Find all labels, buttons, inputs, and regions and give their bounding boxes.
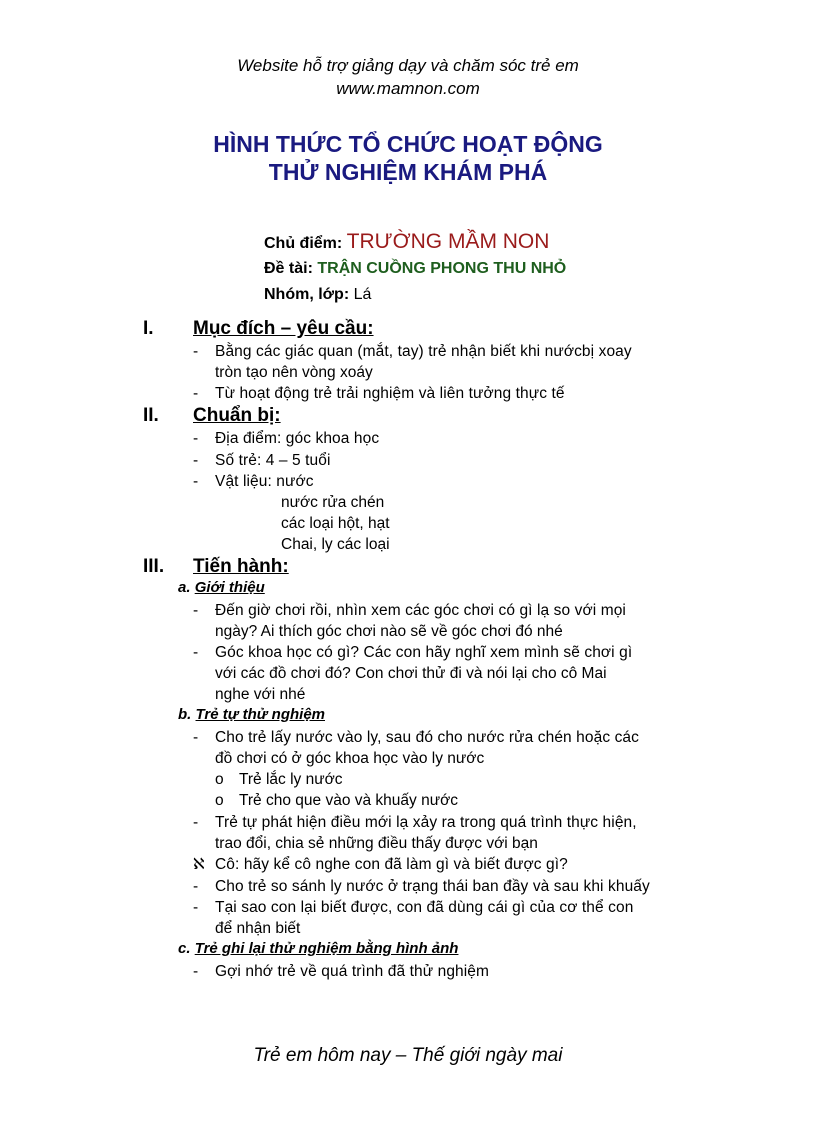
dash-marker: -: [193, 814, 199, 831]
list-item-continuation: các loại hột, hạt: [281, 515, 390, 532]
list-item: - Tại sao con lại biết được, con đã dùng cái gì của cơ thể con: [193, 899, 634, 916]
list-item-continuation: nghe với nhé: [215, 686, 306, 703]
list-item: - Cho trẻ so sánh ly nước ở trạng thái ban đầy và sau khi khuấy: [193, 878, 650, 895]
dash-marker: -: [193, 899, 199, 916]
list-item: - Từ hoạt động trẻ trải nghiệm và liên tưởng thực tế: [193, 385, 565, 402]
section-number: I.: [143, 318, 154, 339]
subsection-label: Trẻ ghi lại thử nghiệm bằng hình ảnh: [194, 940, 459, 957]
list-item: - Đến giờ chơi rồi, nhìn xem các góc chơi có gì lạ so với mọi: [193, 602, 626, 619]
list-item-continuation: trao đổi, chia sẻ những điều thấy được với bạn: [215, 835, 538, 852]
dash-marker: -: [193, 644, 199, 661]
subsection-heading-c: [178, 940, 458, 957]
list-item: - Góc khoa học có gì? Các con hãy nghĩ xem mình sẽ chơi gì: [193, 644, 633, 661]
list-item: ℵ Cô: hãy kể cô nghe con đã làm gì và biết được gì?: [193, 856, 568, 873]
circle-bullet-icon: o: [215, 792, 224, 809]
list-item: - Gợi nhớ trẻ về quá trình đã thử nghiệm: [193, 963, 490, 980]
subsection-heading-b: [178, 706, 325, 723]
section-heading-1: [143, 318, 374, 340]
header-website: www.mamnon.com: [336, 79, 480, 98]
dash-marker: -: [193, 602, 199, 619]
section-label: Chuẩn bị:: [193, 405, 281, 426]
sub-list-item: o Trẻ cho que vào và khuấy nước: [215, 792, 458, 809]
page-header: [0, 54, 816, 100]
section-number: III.: [143, 556, 165, 577]
list-item: - Vật liệu: nước: [193, 473, 314, 490]
dash-marker: -: [193, 729, 199, 746]
section-heading-2: [143, 405, 281, 427]
section-number: II.: [143, 405, 159, 426]
lesson-meta: [264, 228, 566, 308]
list-item-continuation: Chai, ly các loại: [281, 536, 390, 553]
dash-marker: -: [193, 343, 199, 360]
page-footer: Trẻ em hôm nay – Thế giới ngày mai: [253, 1045, 563, 1066]
meta-topic: [264, 256, 566, 282]
list-item: - Địa điểm: góc khoa học: [193, 430, 380, 447]
list-item-continuation: nước rửa chén: [281, 494, 385, 511]
list-item-continuation: để nhận biết: [215, 920, 301, 937]
sub-list-item: o Trẻ lắc ly nước: [215, 771, 343, 788]
subsection-letter: a.: [178, 579, 191, 596]
list-item: - Trẻ tự phát hiện điều mới lạ xảy ra trong quá trình thực hiện,: [193, 814, 637, 831]
list-item-continuation: ngày? Ai thích góc chơi nào sẽ về góc chơi đó nhé: [215, 623, 563, 640]
subsection-letter: c.: [178, 940, 191, 957]
meta-group: [264, 282, 566, 308]
dash-marker: -: [193, 385, 199, 402]
subsection-letter: b.: [178, 706, 192, 723]
dash-marker: -: [193, 430, 199, 447]
section-label: Mục đích – yêu cầu:: [193, 318, 374, 339]
list-item: - Số trẻ: 4 – 5 tuổi: [193, 452, 331, 469]
subsection-label: Giới thiệu: [194, 579, 265, 596]
title-line-1: HÌNH THỨC TỔ CHỨC HOẠT ĐỘNG: [213, 131, 603, 157]
title-line-2: THỬ NGHIỆM KHÁM PHÁ: [268, 159, 548, 185]
dash-marker: -: [193, 452, 199, 469]
header-line-1: Website hỗ trợ giảng dạy và chăm sóc trẻ em: [237, 56, 579, 75]
list-item-continuation: tròn tạo nên vòng xoáy: [215, 364, 373, 381]
dash-marker: -: [193, 878, 199, 895]
section-heading-3: [143, 556, 289, 578]
special-bullet-icon: ℵ: [193, 856, 205, 873]
topic-label: Đề tài:: [264, 260, 313, 277]
document-title: [0, 130, 816, 186]
list-item: - Cho trẻ lấy nước vào ly, sau đó cho nước rửa chén hoặc các: [193, 729, 640, 746]
group-label: Nhóm, lớp:: [264, 286, 350, 303]
section-label: Tiến hành:: [193, 556, 289, 577]
group-value: Lá: [353, 286, 372, 303]
list-item-continuation: với các đồ chơi đó? Con chơi thử đi và nói lại cho cô Mai: [215, 665, 607, 682]
subsection-label: Trẻ tự thử nghiệm: [195, 706, 325, 723]
meta-theme: [264, 228, 566, 256]
theme-value: TRƯỜNG MẦM NON: [346, 230, 550, 253]
list-item: - Bằng các giác quan (mắt, tay) trẻ nhận biết khi nướcbị xoay: [193, 343, 632, 360]
theme-label: Chủ điểm:: [264, 235, 343, 252]
list-item-continuation: đồ chơi có ở góc khoa học vào ly nước: [215, 750, 485, 767]
topic-value: TRẬN CUỒNG PHONG THU NHỎ: [317, 260, 567, 277]
subsection-heading-a: [178, 579, 265, 596]
dash-marker: -: [193, 963, 199, 980]
dash-marker: -: [193, 473, 199, 490]
circle-bullet-icon: o: [215, 771, 224, 788]
